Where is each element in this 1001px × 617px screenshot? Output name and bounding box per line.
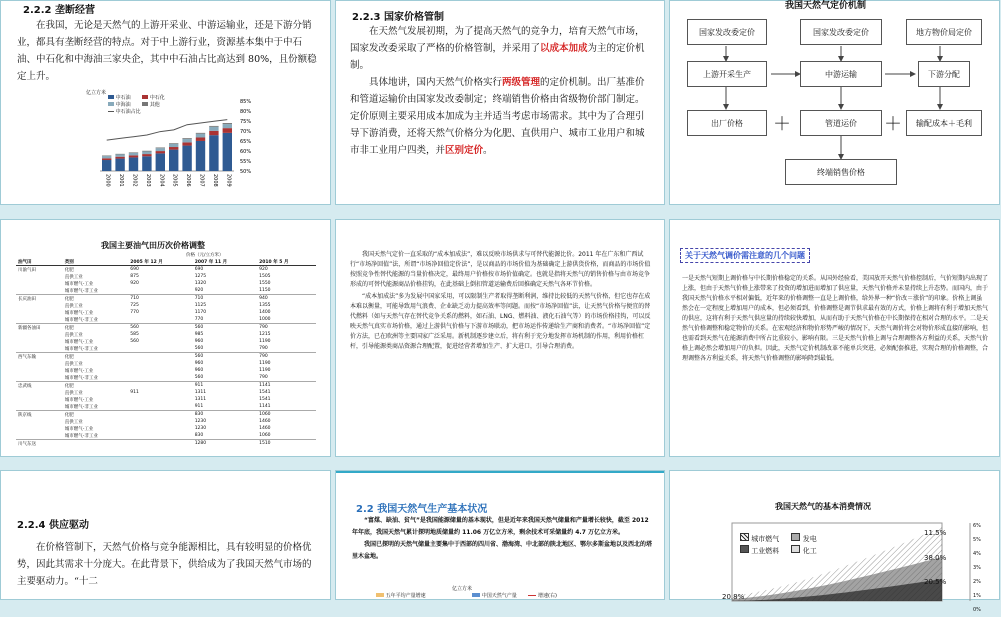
bar-segment (223, 124, 232, 128)
right-tick-label: 55% (240, 159, 252, 165)
table-cell: 城市燃气-工业 (64, 368, 94, 374)
table-cell: 1060 (259, 412, 271, 417)
table-cell: 1311 (194, 397, 207, 402)
exfactory-price-box: 出厂价格 (687, 110, 767, 136)
table-cell (16, 403, 63, 411)
table-cell (128, 411, 192, 419)
table-cell: 川渝气田 (18, 267, 36, 273)
table-cell: 长庆油田 (18, 296, 36, 302)
table-cell (128, 432, 192, 440)
accent-line (336, 471, 664, 473)
table-header-cell: 油气田 (16, 258, 63, 266)
bar-segment (102, 160, 111, 171)
bar-segment (209, 131, 218, 135)
table-cell: 920 (130, 281, 139, 286)
table-row (16, 316, 316, 324)
table-cell: 1355 (259, 303, 271, 308)
bar-segment (142, 154, 151, 156)
right-tick-label: 50% (240, 169, 252, 175)
section-heading: 2.2.4 供应驱动 (17, 520, 89, 531)
table-cell: 直供工业 (64, 274, 83, 280)
table-cell (16, 374, 63, 382)
table-cell: 1125 (194, 303, 207, 308)
legend-item: 中石油占比 (108, 109, 141, 115)
slide-monopoly[interactable] (0, 0, 331, 205)
table-cell: 1150 (259, 288, 271, 293)
bar-segment (196, 137, 205, 140)
table-cell: 1400 (259, 310, 271, 315)
ndrc-pricing-box: 国家发改委定价 (800, 19, 882, 45)
table-cell: 西气东输 (18, 354, 36, 360)
bar-segment (142, 151, 151, 152)
table-cell (128, 287, 192, 295)
table-cell: 化肥 (64, 296, 74, 302)
table-cell: 化肥 (64, 412, 74, 418)
table-cell: 560 (194, 346, 204, 351)
table-cell: 770 (194, 317, 204, 322)
table-cell: 560 (194, 325, 204, 330)
table-cell: 585 (130, 332, 139, 337)
table-cell: 911 (194, 383, 204, 388)
table-cell: 985 (194, 332, 204, 337)
table-cell: 830 (194, 412, 204, 417)
table-cell (128, 382, 192, 390)
table-cell: 城市燃气-非工业 (64, 433, 98, 439)
table-cell (63, 440, 129, 448)
paragraph: 我国天然气定价一直采取的“成本加成法”，难以反映市场供求与可替代能源比价。2011 年在广东和广西试行“市场净回值”法，所谓“市场净回值定价法”，是以商品的市场价值为基础确定上游供货价格，而商品的市场价值按照竞争性替代能源的当量价格决定，最终用户价格按市场价值确定。也就是指将天然气的销售价格与由市场竞争形成的可替代能源商品价格挂钩，在此基础上倒扣管道运输费后回推确定天然气各环节价格。 (350, 251, 651, 288)
table-cell: 化肥 (64, 325, 74, 331)
table-cell: 790 (259, 375, 268, 380)
x-tick-label: 2008 (211, 174, 218, 187)
x-tick-label: 2006 (185, 174, 192, 187)
table-cell: 新疆各油田 (18, 325, 41, 331)
table-header-cell: 2010 年 5 月 (257, 258, 316, 266)
table-cell (128, 367, 192, 374)
table-row (16, 295, 316, 303)
bar-segment (129, 157, 138, 171)
bar-segment (115, 159, 124, 171)
table-cell (16, 338, 63, 345)
paragraph: 在我国，无论是天然气的上游开采业、中游运输业，还是下游分销业，都具有垄断经营的特点。对于中上游行业，资源基本集中于中石油、中石化和中海油三家央企，其中中石油占比高达到 80%，且份额稳定上升。 (17, 20, 317, 82)
table-row (16, 331, 316, 338)
pct-label: 38.0% (924, 554, 947, 562)
bar-segment (196, 133, 205, 134)
table-row (16, 425, 316, 432)
slide-consumption[interactable] (669, 470, 1000, 613)
plus-sign: ＋ (884, 114, 902, 135)
slide-netback-pricing[interactable] (335, 219, 665, 457)
right-tick-label: 85% (240, 99, 252, 105)
table-row (16, 345, 316, 353)
table-cell: 化肥 (64, 267, 74, 273)
right-tick-label: 65% (240, 139, 252, 145)
table-cell (128, 440, 192, 448)
table-cell: 1190 (259, 339, 271, 344)
table-cell: 960 (194, 361, 204, 366)
bar-segment (115, 157, 124, 159)
table-cell: 940 (259, 296, 268, 301)
legend-item: 中石油 (108, 95, 131, 101)
bar-segment (209, 135, 218, 171)
bar-segment (102, 158, 111, 160)
bar-segment (142, 151, 151, 154)
table-row (16, 389, 316, 396)
table-cell: 1141 (259, 383, 271, 388)
table-cell (16, 345, 63, 353)
table-cell: 690 (130, 267, 139, 272)
table-row (16, 382, 316, 390)
bar-segment (129, 152, 138, 153)
table-cell: 1230 (194, 419, 207, 424)
upstream-box: 上游开采生产 (687, 61, 767, 87)
chart-unit: 亿立方米 (452, 586, 473, 592)
pct-label: 20.5% (924, 578, 947, 586)
table-cell: 城市燃气-工业 (64, 426, 94, 432)
right-tick-label: 70% (240, 129, 252, 135)
table-cell (128, 374, 192, 382)
table-cell: 川气东送 (18, 441, 36, 447)
table-cell: 直供工业 (64, 419, 83, 425)
ndrc-pricing-box: 国家发改委定价 (687, 19, 767, 45)
bar-segment (115, 154, 124, 155)
axis-tick-label: 0% (973, 607, 981, 613)
table-row (16, 367, 316, 374)
table-cell: 1280 (194, 441, 207, 446)
bar-segment (223, 128, 232, 133)
table-row (16, 280, 316, 287)
axis-tick-label: 4% (973, 551, 981, 557)
table-row (16, 411, 316, 419)
chart-svg (86, 89, 256, 201)
bar-segment (223, 123, 232, 124)
x-tick-label: 2005 (171, 174, 178, 187)
pipeline-price-box: 管道运价 (800, 110, 882, 136)
table-cell (16, 367, 63, 374)
table-row (16, 338, 316, 345)
table-row (16, 418, 316, 425)
table-cell: 960 (194, 339, 204, 344)
table-cell: 1230 (194, 426, 207, 431)
table-cell: 化肥 (64, 354, 74, 360)
consumption-chart (670, 471, 1001, 601)
final-price-box: 终端销售价格 (785, 159, 897, 185)
bar-segment (182, 139, 191, 142)
table-row (16, 360, 316, 367)
table-row (16, 403, 316, 411)
table-cell: 790 (259, 325, 268, 330)
table-row (16, 324, 316, 332)
pct-label: 11.5% (924, 529, 947, 537)
section-heading: 2.2.3 国家价格管制 (352, 12, 444, 23)
body-text (350, 23, 650, 159)
right-tick-label: 75% (240, 119, 252, 125)
slide-pricing-mechanism[interactable] (669, 0, 1000, 205)
table-cell (16, 432, 63, 440)
paragraph: 我国已探明的天然气储量主要集中于西部的四川省、渤海湾、中北部的陕北地区、鄂尔多斯盆地以及西北的塔里木盆地。 (352, 541, 653, 560)
table-cell (16, 287, 63, 295)
table-cell: 1505 (259, 274, 271, 279)
table-cell: 陕京线 (18, 412, 32, 418)
bar-segment (156, 148, 165, 151)
table-cell (16, 331, 63, 338)
legend-item: 增速(右) (528, 593, 557, 599)
table-row (16, 273, 316, 280)
table-cell (128, 418, 192, 425)
table-cell: 911 (194, 404, 204, 409)
table-cell: 1141 (259, 404, 271, 409)
legend-item: 城市燃气 (740, 535, 779, 543)
axis-tick-label: 2% (973, 579, 981, 585)
right-axis (973, 519, 981, 617)
table-cell (16, 360, 63, 367)
x-tick-label: 2000 (104, 174, 111, 187)
table-cell: 875 (130, 274, 139, 279)
table-cell: 1275 (194, 274, 207, 279)
section-heading: 关于天然气调价需注意的几个问题 (680, 248, 810, 263)
bar-segment (156, 147, 165, 148)
slide-price-control[interactable] (335, 0, 665, 205)
body-text (350, 250, 652, 352)
bar-segment (182, 146, 191, 171)
legend-item: 中国天然气产量 (472, 593, 517, 599)
table-row (16, 309, 316, 316)
bar-segment (169, 143, 178, 144)
table-cell: 1550 (259, 281, 271, 286)
table-cell (16, 273, 63, 280)
bar-segment (102, 156, 111, 157)
table-cell: 1215 (259, 332, 271, 337)
table-cell: 1311 (194, 390, 207, 395)
table-cell: 560 (130, 325, 139, 330)
x-tick-label: 2002 (131, 174, 138, 187)
legend-item: 其他 (142, 102, 160, 108)
table-cell: 1190 (259, 368, 271, 373)
bar-segment (209, 127, 218, 131)
table-cell: 城市燃气-非工业 (64, 288, 98, 294)
paragraph: “富煤、缺油、贫气”是我国能源储量的基本现状，但是近年来我国天然气储量和产量增长较快，截至 2012 年年底，我国天然气累计探明地质储量约 11.06 万亿立方米，剩余技术可采储量约 4.7 万亿立方米。 (352, 517, 649, 536)
table-cell (128, 396, 192, 403)
x-tick-label: 2001 (118, 174, 125, 187)
legend-item: 五年平均产量增速 (376, 593, 426, 599)
paragraph: 在天然气发展初期，为了提高天然气的竞争力，培育天然气市场，国家发改委采取了严格的价格管制，并采用了以成本加成为主的定价机制。 (350, 26, 645, 71)
bar-segment (182, 138, 191, 139)
table-cell: 690 (194, 267, 204, 272)
table-title: 我国主要油气田历次价格调整 (101, 241, 205, 250)
table-cell (16, 316, 63, 324)
table-cell: 1000 (259, 317, 271, 322)
axis-tick-label: 1% (973, 593, 981, 599)
paragraph: “成本加成法”多为发展中国家采用，可以限制生产者取得垄断利润，维持比较低的天然气价格，但它也存在成本难以衡量，可能导致用气浪费、企业缺乏动力提高效率等问题。而按“市场净回值”法，让天然气价格与便宜的替代燃料（如与天然气存在替代竞争关系的燃料，如石油、LNG、燃料油、液化石油气等）的市场价格挂钩，可以反映天然气真实市场价格，通过上游供气价格与下游市场联动，把市场运作传递给生产商和消费者。“市场净回值”定价方法，已在欧洲等主要国家广泛采用。新机制逐步建立后，将有利于充分地发挥市场机制的作用，利用价格杠杆，引导能源类商品资源合理配置，促进经营者增加生产、扩大进口，引导合理消费。 (350, 293, 651, 350)
slide-supply-driven[interactable] (0, 470, 331, 600)
bar-segment (102, 156, 111, 158)
chart-legend (376, 592, 636, 599)
table-cell: 790 (259, 346, 268, 351)
bar-segment (169, 147, 178, 150)
table-cell: 960 (194, 368, 204, 373)
right-tick-label: 80% (240, 109, 252, 115)
table-cell: 城市燃气-工业 (64, 281, 94, 287)
table-row (16, 374, 316, 382)
slide-production-status[interactable] (335, 470, 665, 600)
midstream-box: 中游运输 (800, 61, 882, 87)
table-row (16, 396, 316, 403)
table-row (16, 432, 316, 440)
table-cell: 城市燃气-非工业 (64, 404, 98, 410)
table-cell (16, 302, 63, 309)
axis-tick-label: 5% (973, 537, 981, 543)
paragraph: 一是天然气短期上调价格与中长期价格稳定的关系。从国外经验看，美国放开天然气价格控制后，气价短期内出现了上涨，但由于天然气价格上涨带来了投资的增加进而增加了供应量，天然气价格并未显持续上升态势。而国内，由于我国天然气价格水平相对偏低，近年来的价格调整一直是上调价格，给外界一种“价改＝涨价”的印象。价格上调虽然会在一定程度上增加用户的成本，但必须看到，价格调整是调节供求最有效的方式，价格上调将有利于增加天然气的供应，这将有利于天然气供应量的持续较快增加，从而有助于天然气价格在中长期保持在相对合理的水平。二是天然气价格调整和稳定物价的关系。在宏观经济和物价形势严峻的情况下，天然气调价将会对物价形成直接的影响，但也需看到天然气在能源消费中所占比重较小，影响有限。三是天然气价格上调与合理调整各方利益的关系，天然气价格上调必然会增加用户的负担。因此，天然气定价机制改革不能单兵突进，必须配套推进，实现合理的价格调整，合理调整各方利益关系，将天然气价格调整的影响降到最低。 (682, 275, 989, 362)
axis-tick-label: 3% (973, 565, 981, 571)
section-heading: 2.2 我国天然气生产基本状况 (356, 504, 488, 515)
chart-unit: 亿立方米 (86, 90, 107, 96)
table-cell: 770 (130, 310, 139, 315)
table-row (16, 266, 316, 274)
right-tick-label: 60% (240, 149, 252, 155)
table-cell: 710 (194, 296, 204, 301)
table-cell: 直供工业 (64, 332, 83, 338)
table-header-row (16, 258, 316, 266)
table-cell: 911 (130, 390, 139, 395)
production-chart (86, 89, 256, 201)
pct-label: 20.8% (722, 593, 745, 601)
paragraph: 在价格管制下，天然气价格与竞争能源相比，具有较明显的价格优势，因此其需求十分庞大。在此背景下，供给成为了我国天然气市场的主要驱动力。“十二 (17, 542, 312, 587)
table-row (16, 287, 316, 295)
x-tick-label: 2009 (225, 174, 232, 187)
bar-segment (156, 153, 165, 171)
bar-segment (142, 156, 151, 171)
legend-item: 工业燃料 (740, 547, 779, 555)
table-cell: 920 (259, 267, 268, 272)
table-cell: 1460 (259, 426, 271, 431)
chart-legend (740, 533, 817, 557)
table-cell: 725 (130, 303, 139, 308)
paragraph: 具体地讲，国内天然气价格实行两级管理的定价机制。出厂基准价和管道运输价由国家发改委制定；终端销售价格由省级物价部门制定。定价原则主要采用成本加成为主并适当考虑市场需求。其中为了合理引导下游消费，还将天然气价格分为化肥、直供用户、城市工业用户和城市非工业用户四类，并区别定价。 (350, 77, 645, 156)
table-cell (128, 316, 192, 324)
bar-segment (196, 134, 205, 138)
table-cell (128, 360, 192, 367)
table-cell: 1541 (259, 397, 271, 402)
table-cell (16, 396, 63, 403)
table-unit: 价格（元/立方米） (186, 253, 224, 258)
table-cell: 710 (130, 296, 139, 301)
bar-segment (169, 150, 178, 171)
table-cell (16, 425, 63, 432)
bar-segment (156, 151, 165, 153)
table-cell: 560 (194, 375, 204, 380)
table-cell: 忠武线 (18, 383, 32, 389)
downstream-box: 下游分配 (918, 61, 970, 87)
table-cell (128, 353, 192, 361)
table-cell: 直供工业 (64, 390, 83, 396)
table-cell: 城市燃气-工业 (64, 397, 94, 403)
legend-item: 中石化 (142, 95, 165, 101)
table-cell: 1170 (194, 310, 207, 315)
plus-sign: ＋ (773, 114, 791, 135)
bar-segment (196, 141, 205, 171)
table-cell (128, 403, 192, 411)
table-cell: 1190 (259, 361, 271, 366)
x-tick-label: 2007 (198, 174, 205, 187)
table-row (16, 302, 316, 309)
table-cell: 560 (130, 339, 139, 344)
table-header-cell: 2007 年 11 月 (193, 258, 257, 266)
x-tick-label: 2003 (144, 174, 151, 187)
diagram-title: 我国天然气定价机制 (785, 1, 867, 11)
table-cell: 790 (259, 354, 268, 359)
bar-segment (169, 144, 178, 147)
table-cell: 城市燃气-工业 (64, 339, 94, 345)
x-tick-label: 2004 (158, 174, 165, 187)
slide-price-table[interactable] (0, 219, 331, 457)
distribution-cost-box: 输配成本＋毛利 (906, 110, 982, 136)
table-cell: 920 (194, 288, 204, 293)
table-cell: 直供工业 (64, 303, 83, 309)
table-cell: 1320 (194, 281, 207, 286)
table-cell: 城市燃气-非工业 (64, 346, 98, 352)
table-cell (128, 345, 192, 353)
chart-title: 我国天然气的基本消费情况 (775, 502, 871, 511)
table-cell: 1460 (259, 419, 271, 424)
body-text (352, 515, 652, 563)
table-cell (128, 425, 192, 432)
slide-price-issues[interactable] (669, 219, 1000, 457)
table-cell: 化肥 (64, 383, 74, 389)
table-cell: 1541 (259, 390, 271, 395)
bar-segment (115, 154, 124, 156)
bar-segment (129, 153, 138, 155)
price-table (16, 258, 316, 447)
table-cell: 830 (194, 433, 204, 438)
table-cell: 1060 (259, 433, 271, 438)
table-cell: 直供工业 (64, 361, 83, 367)
legend-item: 发电 (791, 535, 816, 543)
legend-item: 中海油 (108, 102, 131, 108)
bar-segment (182, 142, 191, 145)
table-cell: 560 (194, 354, 204, 359)
axis-tick-label: 6% (973, 523, 981, 529)
table-cell (16, 280, 63, 287)
table-cell (16, 418, 63, 425)
section-heading: 2.2.2 垄断经营 (23, 5, 95, 16)
local-pricing-box: 地方物价局定价 (906, 19, 982, 45)
bar-segment (209, 126, 218, 127)
table-header-cell: 2005 年 12 月 (128, 258, 192, 266)
table-cell (16, 309, 63, 316)
table-row (16, 440, 316, 448)
table-cell: 1510 (259, 441, 271, 446)
bar-segment (223, 133, 232, 171)
table-header-cell: 类别 (63, 258, 129, 266)
table-cell: 城市燃气-非工业 (64, 375, 98, 381)
table-row (16, 353, 316, 361)
legend-item: 化工 (791, 547, 816, 555)
bar-segment (129, 155, 138, 157)
table-cell: 城市燃气-非工业 (64, 317, 98, 323)
table-cell: 城市燃气-工业 (64, 310, 94, 316)
table-cell (16, 389, 63, 396)
